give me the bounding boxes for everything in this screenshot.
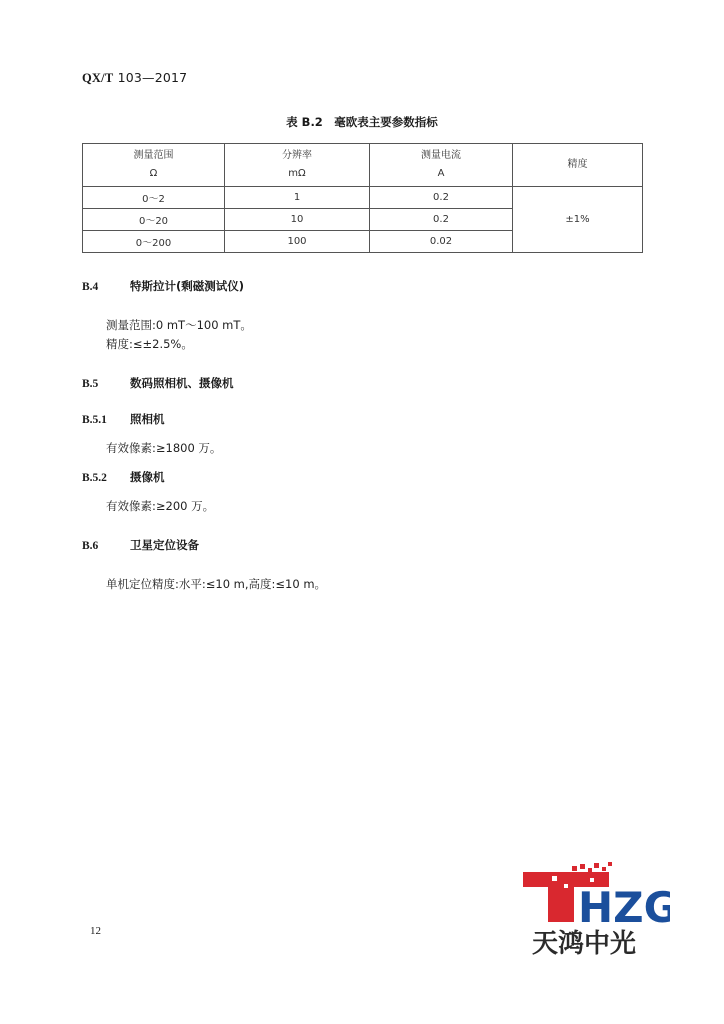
table-cell: 0～20	[83, 209, 225, 231]
section-heading-b6	[82, 537, 199, 553]
logo-graphic	[520, 860, 670, 960]
column-header-current	[370, 144, 513, 187]
paragraph-line: 测量范围:0 mT～100 mT。	[106, 318, 252, 332]
section-number: B.5.1	[82, 414, 107, 426]
section-title: 摄像机	[130, 470, 165, 484]
spec-table	[82, 143, 643, 253]
section-title: 照相机	[130, 412, 165, 426]
section-title: 特斯拉计(剩磁测试仪)	[130, 279, 245, 293]
section-heading-b52	[82, 469, 165, 485]
document-code-number: 103—2017	[117, 70, 188, 85]
column-header-range	[83, 144, 225, 187]
table-cell: 0～200	[83, 231, 225, 253]
column-header-resolution	[225, 144, 370, 187]
table-cell: 10	[225, 209, 370, 231]
document-code-prefix: QX/T	[82, 71, 114, 85]
table-header-row	[83, 144, 643, 187]
table-row	[83, 187, 643, 209]
paragraph-line: 有效像素:≥1800 万。	[106, 441, 222, 455]
table-cell: 1	[225, 187, 370, 209]
column-header-accuracy-name: 精度	[567, 159, 588, 170]
table-cell: 0.02	[370, 231, 513, 253]
document-code	[82, 70, 187, 86]
column-header-range-unit: Ω	[149, 168, 158, 179]
page-number: 12	[90, 925, 101, 937]
paragraph-line: 精度:≤±2.5%。	[106, 337, 193, 351]
column-header-resolution-name: 分辨率	[282, 150, 312, 161]
accuracy-cell: ±1%	[513, 187, 643, 253]
section-heading-b4	[82, 278, 244, 294]
table-cell: 100	[225, 231, 370, 253]
section-number: B.5.2	[82, 472, 107, 484]
section-number: B.4	[82, 281, 99, 293]
section-number: B.6	[82, 540, 99, 552]
section-number: B.5	[82, 378, 99, 390]
table-cell: 0～2	[83, 187, 225, 209]
column-header-current-unit: A	[437, 168, 445, 179]
column-header-current-name: 测量电流	[421, 150, 461, 161]
column-header-resolution-unit: mΩ	[288, 168, 306, 179]
column-header-accuracy	[513, 144, 643, 187]
section-title: 卫星定位设备	[130, 538, 199, 552]
section-title: 数码照相机、摄像机	[130, 376, 234, 390]
table-cell: 0.2	[370, 209, 513, 231]
paragraph-line: 有效像素:≥200 万。	[106, 499, 215, 513]
watermark-logo	[520, 860, 670, 960]
section-heading-b51	[82, 411, 165, 427]
table-title: 表 B.2 毫欧表主要参数指标	[286, 115, 438, 129]
paragraph-line: 单机定位精度:水平:≤10 m,高度:≤10 m。	[106, 577, 327, 591]
section-heading-b5	[82, 375, 234, 391]
column-header-range-name: 测量范围	[133, 150, 174, 161]
logo-chinese-name: 天鸿中光	[532, 929, 637, 959]
table-cell: 0.2	[370, 187, 513, 209]
logo-letters: HZG	[578, 883, 670, 932]
